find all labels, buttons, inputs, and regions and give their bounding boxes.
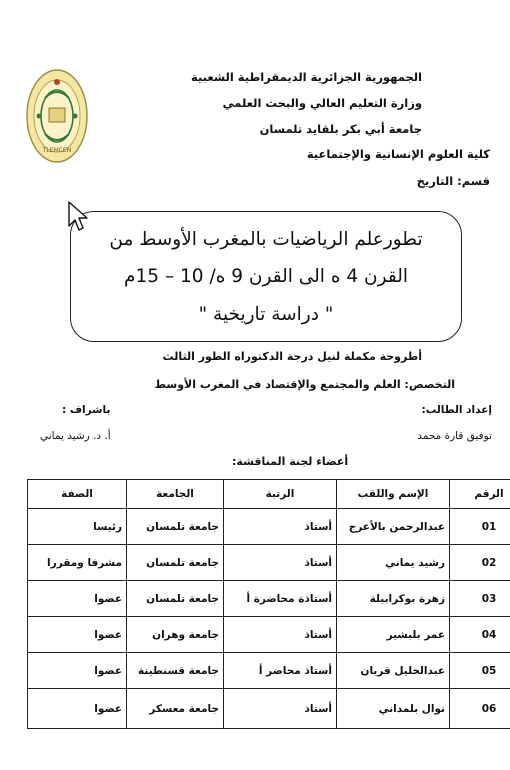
student-label: إعداد الطالب: bbox=[421, 404, 492, 416]
table-row bbox=[28, 581, 510, 617]
member-university: جامعة وهران bbox=[127, 617, 224, 653]
mouse-cursor-icon bbox=[67, 200, 89, 232]
row-number: 05 bbox=[450, 653, 510, 689]
member-university: جامعة معسكر bbox=[127, 689, 224, 729]
row-number: 03 bbox=[450, 581, 510, 617]
table-row bbox=[28, 509, 510, 545]
member-university: جامعة تلمسان bbox=[127, 509, 224, 545]
row-number: 04 bbox=[450, 617, 510, 653]
row-number: 06 bbox=[450, 689, 510, 729]
table-header-row bbox=[28, 480, 510, 509]
logo-text: TLEMCEN bbox=[42, 147, 72, 154]
degree-line: أطروحة مكملة لنيل درجة الدكتوراه الطور الثالث bbox=[162, 350, 422, 363]
header-name: الإسم واللقب bbox=[337, 480, 450, 509]
department-name: قسم: التاريخ bbox=[416, 174, 490, 188]
row-number: 01 bbox=[450, 509, 510, 545]
header-number: الرقم bbox=[450, 480, 510, 509]
committee-heading: أعضاء لجنة المناقشة: bbox=[232, 455, 349, 468]
member-name: رشيد يماني bbox=[337, 545, 450, 581]
member-rank: أستاذ bbox=[224, 509, 337, 545]
member-rank: أستاذ bbox=[224, 689, 337, 729]
member-name: زهرة بوكرابيلة bbox=[337, 581, 450, 617]
member-name: عبدالخليل قريان bbox=[337, 653, 450, 689]
university-name: جامعة أبي بكر بلقايد تلمسان bbox=[259, 122, 422, 136]
committee-table bbox=[27, 479, 510, 729]
member-rank: أستاذ bbox=[224, 617, 337, 653]
member-university: جامعة تلمسان bbox=[127, 581, 224, 617]
member-role: رئيسا bbox=[28, 509, 127, 545]
table-row bbox=[28, 653, 510, 689]
member-role: عضوا bbox=[28, 689, 127, 729]
title-line-3: " دراسة تاريخية " bbox=[198, 304, 334, 325]
member-university: جامعة قسنطينة bbox=[127, 653, 224, 689]
republic-name: الجمهورية الجزائرية الديمقراطية الشعبية bbox=[190, 70, 422, 84]
header-university: الجامعة bbox=[127, 480, 224, 509]
member-rank: أستاذ bbox=[224, 545, 337, 581]
specialty-line: التخصص: العلم والمجتمع والإقتصاد في المغرب الأوسط bbox=[154, 378, 455, 391]
member-name: نوال بلمداني bbox=[337, 689, 450, 729]
member-role: عضوا bbox=[28, 653, 127, 689]
member-rank: أستاذة محاضرة أ bbox=[224, 581, 337, 617]
title-line-1: تطورعلم الرياضيات بالمغرب الأوسط من bbox=[109, 229, 423, 250]
header-rank: الرتبة bbox=[224, 480, 337, 509]
supervisor-label: باشراف : bbox=[62, 404, 111, 416]
table-row bbox=[28, 545, 510, 581]
member-rank: أستاذ محاضر أ bbox=[224, 653, 337, 689]
member-role: عضوا bbox=[28, 617, 127, 653]
title-line-2: القرن 4 ه الى القرن 9 ه/ 10 – 15م bbox=[124, 266, 408, 287]
university-logo bbox=[25, 68, 89, 164]
student-name: توفيق قارة محمد bbox=[417, 430, 492, 442]
supervisor-name: أ. د. رشيد يماني bbox=[40, 430, 111, 442]
ministry-name: وزارة التعليم العالي والبحث العلمي bbox=[222, 96, 422, 110]
faculty-name: كلية العلوم الإنسانية والإجتماعية bbox=[306, 147, 490, 161]
header-role: الصفة bbox=[28, 480, 127, 509]
member-name: عبدالرحمن بالأعرج bbox=[337, 509, 450, 545]
member-name: عمر بلبشير bbox=[337, 617, 450, 653]
member-university: جامعة تلمسان bbox=[127, 545, 224, 581]
member-role: عضوا bbox=[28, 581, 127, 617]
table-row bbox=[28, 689, 510, 729]
table-row bbox=[28, 617, 510, 653]
row-number: 02 bbox=[450, 545, 510, 581]
member-role: مشرفا ومقررا bbox=[28, 545, 127, 581]
